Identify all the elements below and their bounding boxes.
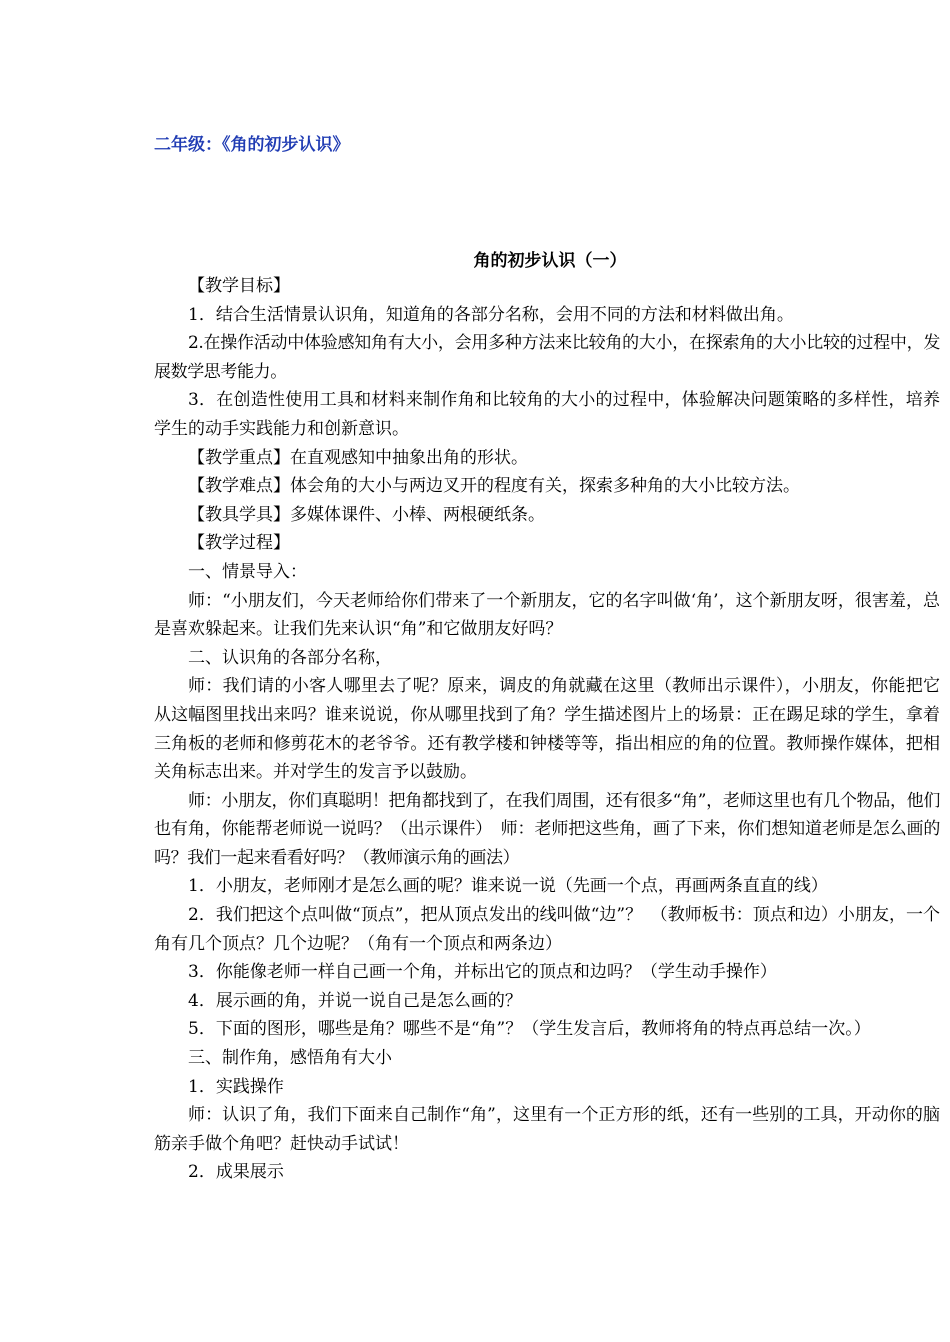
paragraph: 师：我们请的小客人哪里去了呢？原来，调皮的角就藏在这里（教师出示课件），小朋友，你能把它从这幅图里找出来吗？谁来说说，你从哪里找到了角？学生描述图片上的场景：正在踢足球的学生，拿着三角板的老师和修剪花木的老爷爷。还有教学楼和钟楼等等，指出相应的角的位置。教师操作媒体，把相关角标志出来。并对学生的发言予以鼓励。	[154, 676, 940, 783]
paragraph: 4．展示画的角，并说一说自己是怎么画的？	[188, 990, 522, 1011]
paragraph: 1．实践操作	[188, 1076, 284, 1097]
paragraph: 2．我们把这个点叫做“顶点”，把从顶点发出的线叫做“边”？ （教师板书：顶点和边）小朋友，一个角有几个顶点？几个边呢？（角有一个顶点和两条边）	[154, 905, 940, 954]
document-body	[154, 272, 940, 1187]
paragraph: 师：认识了角，我们下面来自己制作“角”，这里有一个正方形的纸，还有一些别的工具，开动你的脑筋亲手做个角吧？赶快动手试试！	[154, 1105, 940, 1154]
paragraph: 一、情景导入：	[188, 561, 307, 582]
paragraph: 【教学重点】在直观感知中抽象出角的形状。	[188, 447, 528, 468]
paragraph: 【教具学具】多媒体课件、小棒、两根硬纸条。	[188, 504, 545, 525]
paragraph: 【教学目标】	[188, 276, 290, 296]
document-title: 角的初步认识（一）	[473, 251, 627, 271]
paragraph: 5．下面的图形，哪些是角？哪些不是“角”？（学生发言后，教师将角的特点再总结一次。）	[188, 1019, 871, 1040]
paragraph: 【教学过程】	[188, 533, 290, 554]
paragraph: 1．小朋友，老师刚才是怎么画的呢？谁来说一说（先画一个点，再画两条直直的线）	[188, 876, 828, 897]
paragraph: 三、制作角，感悟角有大小	[188, 1048, 392, 1069]
paragraph: 3．你能像老师一样自己画一个角，并标出它的顶点和边吗？（学生动手操作）	[188, 962, 777, 983]
paragraph: 3．在创造性使用工具和材料来制作角和比较角的大小的过程中，体验解决问题策略的多样性，培养学生的动手实践能力和创新意识。	[154, 390, 940, 439]
paragraph: 师：“小朋友们，今天老师给你们带来了一个新朋友，它的名字叫做‘角’，这个新朋友呀，很害羞，总是喜欢躲起来。让我们先来认识“角”和它做朋友好吗？	[154, 590, 940, 640]
paragraph: 1．结合生活情景认识角，知道角的各部分名称，会用不同的方法和材料做出角。	[188, 304, 794, 325]
paragraph: 2．成果展示	[188, 1162, 284, 1183]
paragraph: 二、认识角的各部分名称，	[188, 647, 392, 668]
paragraph: 师：小朋友，你们真聪明！把角都找到了，在我们周围，还有很多“角”，老师这里也有几个物品，他们也有角，你能帮老师说一说吗？（出示课件） 师：老师把这些角，画了下来，你们想知道老师是怎么画的吗？我们一起来看看好吗？（教师演示角的画法）	[154, 790, 940, 868]
paragraph: 2.在操作活动中体验感知角有大小，会用多种方法来比较角的大小，在探索角的大小比较的过程中，发展数学思考能力。	[154, 333, 940, 382]
header-title: 二年级：《角的初步认识》	[154, 135, 350, 155]
paragraph: 【教学难点】体会角的大小与两边叉开的程度有关，探索多种角的大小比较方法。	[188, 476, 800, 497]
